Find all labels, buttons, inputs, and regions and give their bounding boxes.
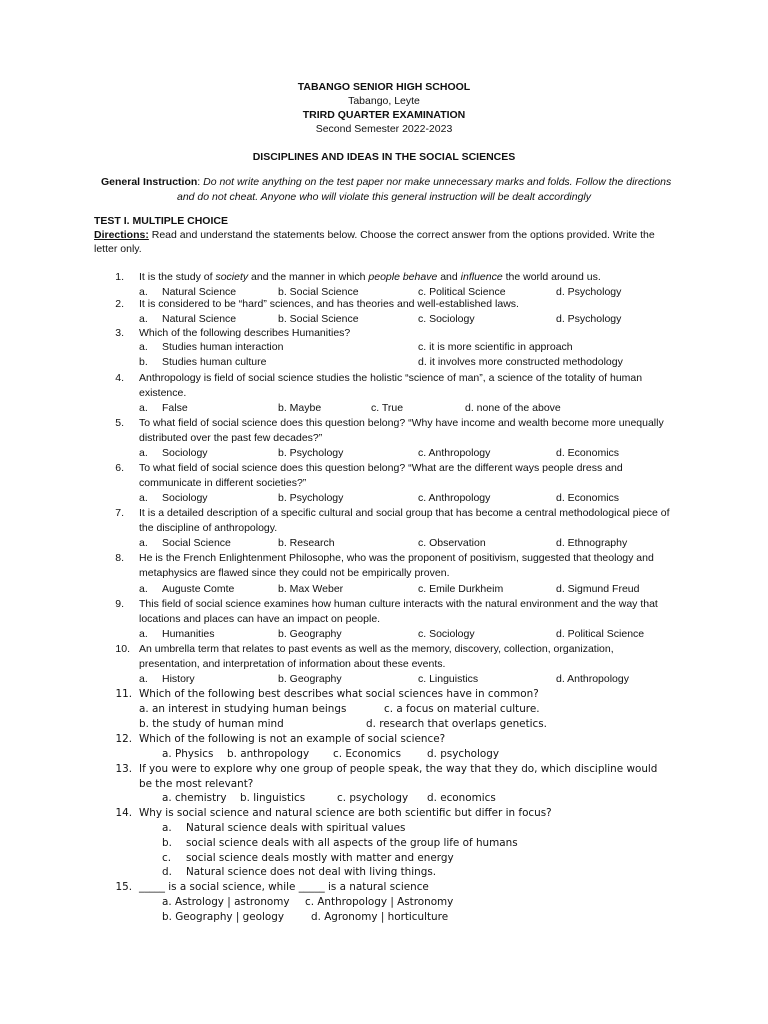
question-text-part: and the manner in which xyxy=(248,271,369,283)
general-instruction-label: General Instruction xyxy=(101,176,198,188)
option-b: b. Social Science xyxy=(278,286,359,298)
option-c: c. it is more scientific in approach xyxy=(418,341,573,353)
option-d: d. Economics xyxy=(556,447,620,459)
option-d: d. Ethnography xyxy=(556,537,628,549)
question-text-part: It is the study of xyxy=(139,271,216,283)
option-c: social science deals mostly with matter and energy xyxy=(186,852,454,864)
question-text-line1: An umbrella term that relates to past events as well as the memory, discovery, collection, organization, xyxy=(139,643,614,655)
option-c: c. True xyxy=(371,402,404,414)
option-b: b. anthropology xyxy=(227,748,310,760)
question-text: _____ is a social science, while _____ is a natural science xyxy=(139,881,429,893)
question-text-line1: To what field of social science does this question belong? “Why have income and wealth become more unequally xyxy=(139,417,664,429)
question-text-line2: locations and places can have an impact on people. xyxy=(139,613,381,625)
question-text-line1: This field of social science examines how human culture interacts with the natural environment and the way that xyxy=(139,598,658,610)
question-text-emphasis: influence xyxy=(460,271,503,283)
option-c: c. Political Science xyxy=(418,286,506,298)
question-number: 4. xyxy=(115,372,124,384)
option-a: a. Astrology | astronomy xyxy=(162,896,290,908)
option-letter: a. xyxy=(139,673,148,685)
option-c: c. Anthropology | Astronomy xyxy=(305,896,454,908)
option-d: d. Psychology xyxy=(556,313,622,325)
option-d: d. Sigmund Freud xyxy=(556,583,640,595)
option-d: d. research that overlaps genetics. xyxy=(366,718,547,730)
option-letter: a. xyxy=(139,341,148,353)
option-b: b. linguistics xyxy=(240,792,306,804)
general-instruction-line1 xyxy=(101,175,671,189)
option-letter: c. xyxy=(162,852,172,864)
option-b: b. the study of human mind xyxy=(139,718,284,730)
question-number: 5. xyxy=(115,417,124,429)
option-letter: a. xyxy=(139,628,148,640)
question-number: 3. xyxy=(115,327,124,339)
option-c: c. Economics xyxy=(333,748,402,760)
directions-label: Directions: xyxy=(94,229,149,241)
option-c: c. Sociology xyxy=(418,313,475,325)
option-letter: b. xyxy=(162,837,172,849)
option-a: Sociology xyxy=(162,492,208,504)
question-text: Why is social science and natural science are both scientific but differ in focus? xyxy=(139,807,552,819)
option-letter: a. xyxy=(139,537,148,549)
question-number: 9. xyxy=(115,598,124,610)
option-d: Natural science does not deal with living things. xyxy=(186,866,437,878)
option-letter: a. xyxy=(139,583,148,595)
option-a: Sociology xyxy=(162,447,208,459)
option-a: a. an interest in studying human beings xyxy=(139,703,347,715)
option-a: Humanities xyxy=(162,628,215,640)
question-number: 2. xyxy=(115,298,124,310)
option-a: Social Science xyxy=(162,537,231,549)
option-b: b. Psychology xyxy=(278,492,344,504)
option-a: Natural science deals with spiritual values xyxy=(186,822,406,834)
question-text-line1: If you were to explore why one group of people speak, the way that they do, which discipline would xyxy=(139,763,658,775)
option-b: b. Social Science xyxy=(278,313,359,325)
option-letter: a. xyxy=(139,286,148,298)
test1-title: TEST I. MULTIPLE CHOICE xyxy=(94,215,228,227)
option-a: History xyxy=(162,673,195,685)
exam-title: TRIRD QUARTER EXAMINATION xyxy=(302,109,466,121)
question-text: Which of the following describes Humanities? xyxy=(139,327,351,339)
option-b: b. Maybe xyxy=(278,402,322,414)
school-location: Tabango, Leyte xyxy=(348,95,420,107)
option-c: c. Linguistics xyxy=(418,673,479,685)
question-text: It is considered to be “hard” sciences, and has theories and well-established laws. xyxy=(139,298,519,310)
question-text: Which of the following best describes what social sciences have in common? xyxy=(139,688,539,700)
question-number: 12. xyxy=(115,733,132,745)
option-c: c. Anthropology xyxy=(418,447,491,459)
semester: Second Semester 2022-2023 xyxy=(315,123,453,135)
option-b: b. Research xyxy=(278,537,335,549)
option-a: Studies human interaction xyxy=(162,341,284,353)
option-letter: a. xyxy=(139,402,148,414)
option-b: b. Psychology xyxy=(278,447,344,459)
question-text-line2: the discipline of anthropology. xyxy=(139,522,278,534)
question-text xyxy=(139,270,601,284)
subject-title: DISCIPLINES AND IDEAS IN THE SOCIAL SCIENCES xyxy=(252,151,516,163)
question-number: 14. xyxy=(115,807,132,819)
question-text-line2: presentation, and interpretation of information about these events. xyxy=(139,658,446,670)
question-text-line1: Anthropology is field of social science studies the holistic “science of man”, a science of the totality of human xyxy=(139,372,643,384)
question-number: 15. xyxy=(115,881,132,893)
option-b: b. Max Weber xyxy=(278,583,344,595)
general-instruction-text1: Do not write anything on the test paper nor make unnecessary marks and folds. Follow the directions xyxy=(203,176,672,188)
question-text-line2: communicate in different societies?” xyxy=(139,477,307,489)
option-c: c. Observation xyxy=(418,537,486,549)
option-d: d. Anthropology xyxy=(556,673,629,685)
question-text-line1: He is the French Enlightenment Philosophe, who was the proponent of positivism, suggested that theology and xyxy=(139,552,654,564)
general-instruction-line2: and do not cheat. Anyone who will violate this general instruction will be dealt accordingly xyxy=(176,191,592,203)
option-letter: a. xyxy=(162,822,172,834)
option-a: a. chemistry xyxy=(162,792,227,804)
option-b: social science deals with all aspects of the group life of humans xyxy=(186,837,518,849)
question-text-line1: It is a detailed description of a specific cultural and social group that has become a central methodological piece of xyxy=(139,507,670,519)
question-text-part: and xyxy=(437,271,461,283)
directions-text1: Read and understand the statements below. Choose the correct answer from the options provided. Write the xyxy=(148,229,655,241)
option-d: d. Psychology xyxy=(556,286,622,298)
option-d: d. none of the above xyxy=(465,402,561,414)
question-text-emphasis: people behave xyxy=(368,271,438,283)
option-c: c. Emile Durkheim xyxy=(418,583,504,595)
option-letter: d. xyxy=(162,866,172,878)
question-number: 10. xyxy=(115,643,130,655)
option-c: c. Sociology xyxy=(418,628,475,640)
option-letter: b. xyxy=(139,356,148,368)
question-number: 6. xyxy=(115,462,124,474)
question-number: 7. xyxy=(115,507,124,519)
option-a: Auguste Comte xyxy=(162,583,235,595)
option-d: d. it involves more constructed methodology xyxy=(418,356,623,368)
option-d: d. economics xyxy=(427,792,496,804)
question-text: Which of the following is not an example of social science? xyxy=(139,733,446,745)
school-name: TABANGO SENIOR HIGH SCHOOL xyxy=(297,81,471,93)
option-a: Natural Science xyxy=(162,313,237,325)
option-c: c. psychology xyxy=(337,792,409,804)
option-c: c. Anthropology xyxy=(418,492,491,504)
general-instruction-colon: : xyxy=(197,176,204,188)
option-d: d. psychology xyxy=(427,748,500,760)
option-letter: a. xyxy=(139,447,148,459)
question-text-line2: existence. xyxy=(139,387,187,399)
question-text-part: the world around us. xyxy=(502,271,601,283)
question-text-line2: metaphysics are flawed since they could not be empirically proven. xyxy=(139,567,450,579)
option-b: b. Geography xyxy=(278,673,342,685)
question-text-line1: To what field of social science does this question belong? “What are the different ways people dress and xyxy=(139,462,623,474)
option-c: c. a focus on material culture. xyxy=(384,703,540,715)
question-text-line2: distributed over the past few decades?” xyxy=(139,432,323,444)
question-number: 13. xyxy=(115,763,132,775)
option-d: d. Economics xyxy=(556,492,620,504)
option-d: d. Agronomy | horticulture xyxy=(311,911,449,923)
option-a: False xyxy=(162,402,188,414)
question-text-line2: be the most relevant? xyxy=(139,778,254,790)
option-letter: a. xyxy=(139,492,148,504)
question-number: 11. xyxy=(115,688,132,700)
question-number: 1. xyxy=(115,271,124,283)
question-number: 8. xyxy=(115,552,124,564)
option-b: b. Geography xyxy=(278,628,342,640)
directions-line2: letter only. xyxy=(94,243,142,255)
option-a: a. Physics xyxy=(162,748,214,760)
question-text-emphasis: society xyxy=(215,271,249,283)
option-b: Studies human culture xyxy=(162,356,267,368)
option-a: Natural Science xyxy=(162,286,237,298)
directions-line1 xyxy=(94,228,655,242)
option-b: b. Geography | geology xyxy=(162,911,285,923)
option-d: d. Political Science xyxy=(556,628,645,640)
option-letter: a. xyxy=(139,313,148,325)
